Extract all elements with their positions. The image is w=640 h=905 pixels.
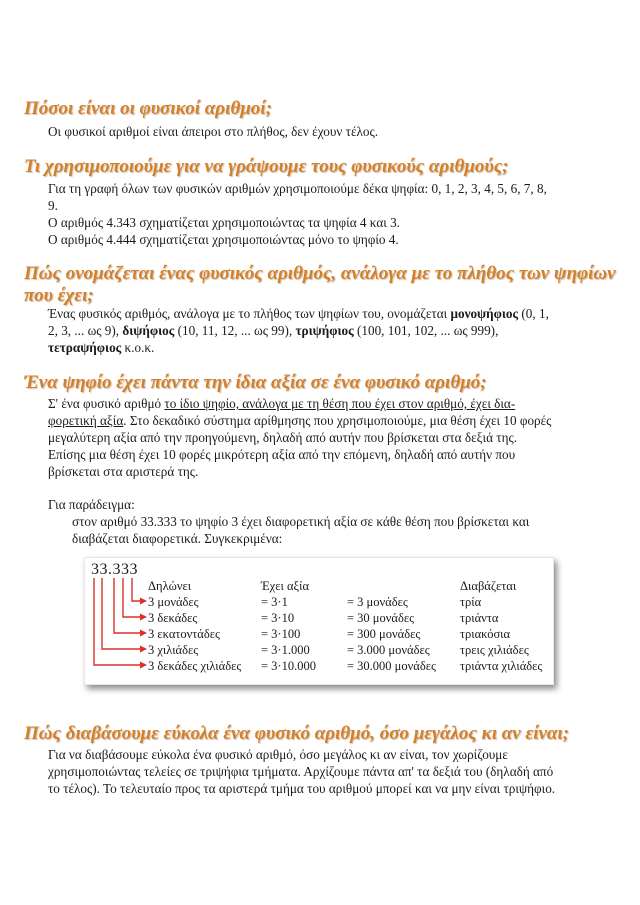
paragraph-digit-value-line-5: βρίσκεται στα αριστερά της.	[48, 464, 199, 479]
line-digits-2: 9.	[48, 198, 58, 213]
heading-reading-large-numbers: Πώς διαβάσουμε εύκολα ένα φυσικό αριθμό, όσο μεγάλος κι αν είναι;	[24, 723, 570, 744]
row-result: = 30.000 μονάδες	[347, 659, 436, 673]
row-value: = 3·10.000	[261, 659, 316, 673]
paragraph-natural-numbers-count: Οι φυσικοί αριθμοί είναι άπειροι στο πλήθος, δεν έχουν τέλος.	[48, 124, 378, 139]
paragraph-reading-line-1: Για να διαβάσουμε εύκολα ένα φυσικό αριθμό, όσο μεγάλος κι αν είναι, τον χωρίζουμε	[48, 747, 508, 762]
row-reads: τρεις χιλιάδες	[460, 643, 529, 657]
example-label: Για παράδειγμα:	[48, 497, 135, 512]
example-line-2: διαβάζεται διαφορετικά. Συγκεκριμένα:	[72, 531, 283, 546]
heading-naming-by-digits-2: που έχει;	[24, 285, 94, 306]
row-declares: 3 μονάδες	[148, 595, 199, 609]
row-declares: 3 δεκάδες	[148, 611, 198, 625]
row-value: = 3·1	[261, 595, 288, 609]
row-result: = 3 μονάδες	[347, 595, 408, 609]
line-digits-1: Για τη γραφή όλων των φυσικών αριθμών χρησιμοποιούμε δέκα ψηφία: 0, 1, 2, 3, 4, 5, 6, 7, 8,	[48, 181, 547, 196]
col-header-declares: Δηλώνει	[148, 579, 192, 593]
heading-natural-numbers-count: Πόσοι είναι οι φυσικοί αριθμοί;	[24, 98, 272, 119]
heading-digit-value: Ένα ψηφίο έχει πάντα την ίδια αξία σε ένα φυσικό αριθμό;	[24, 372, 487, 393]
example-line-1: στον αριθμό 33.333 το ψηφίο 3 έχει διαφορετική αξία σε κάθε θέση που βρίσκεται και	[72, 514, 530, 529]
row-value: = 3·100	[261, 627, 301, 641]
line-digits-3: Ο αριθμός 4.343 σχηματίζεται χρησιμοποιώντας τα ψηφία 4 και 3.	[48, 215, 400, 230]
arrow-units	[132, 578, 143, 601]
line-digits-4: Ο αριθμός 4.444 σχηματίζεται χρησιμοποιώντας μόνο το ψηφίο 4.	[48, 232, 399, 247]
arrow-hundreds	[114, 578, 143, 633]
heading-naming-by-digits-1: Πώς ονομάζεται ένας φυσικός αριθμός, ανάλογα με το πλήθος των ψηφίων	[24, 263, 616, 284]
paragraph-digit-value-line-1: Σ' ένα φυσικό αριθμό το ίδιο ψηφίο, ανάλογα με τη θέση που έχει στον αριθμό, έχει δια-	[48, 396, 516, 411]
row-result: = 3.000 μονάδες	[347, 643, 430, 657]
heading-digits-used: Τι χρησιμοποιούμε για να γράψουμε τους φυσικούς αριθμούς;	[24, 156, 509, 177]
row-reads: τριακόσια	[460, 627, 511, 641]
row-declares: 3 εκατοντάδες	[148, 627, 220, 641]
row-declares: 3 δεκάδες χιλιάδες	[148, 659, 242, 673]
row-result: = 30 μονάδες	[347, 611, 415, 625]
row-result: = 300 μονάδες	[347, 627, 421, 641]
col-header-value: Έχει αξία	[261, 579, 309, 593]
paragraph-naming-line-1: Ένας φυσικός αριθμός, ανάλογα με το πλήθος των ψηφίων του, ονομάζεται μονοψήφιος (0, 1,	[48, 306, 549, 321]
paragraph-digit-value-line-3: μεγαλύτερη αξία από την προηγούμενη, δηλαδή από αυτήν που βρίσκεται στα δεξιά της.	[48, 430, 517, 445]
paragraph-reading-line-2: χρησιμοποιώντας τελείες σε τριψήφια τμήματα. Αρχίζουμε πάντα απ' τα δεξιά του (δηλαδή από	[48, 764, 554, 779]
paragraph-digit-value-line-2: φορετική αξία. Στο δεκαδικό σύστημα αρίθμησης που χρησιμοποιούμε, μια θέση έχει 10 φορές	[48, 413, 552, 428]
place-value-box	[84, 557, 554, 685]
paragraph-naming-line-3: τετραψήφιος κ.ο.κ.	[48, 340, 155, 355]
example-number: 33.333	[91, 561, 138, 578]
row-reads: τρία	[460, 595, 482, 609]
row-value: = 3·10	[261, 611, 295, 625]
row-reads: τριάντα χιλιάδες	[460, 659, 543, 673]
row-value: = 3·1.000	[261, 643, 310, 657]
row-declares: 3 χιλιάδες	[148, 643, 199, 657]
paragraph-naming-line-2: 2, 3, ... ως 9), διψήφιος (10, 11, 12, ... ως 99), τριψήφιος (100, 101, 102, ... ως 999),	[48, 323, 499, 338]
paragraph-reading-line-3: το τέλος). Το τελευταίο προς τα αριστερά τμήμα του αριθμού μπορεί και να μην είναι τριψήφιο.	[48, 781, 556, 796]
col-header-reads: Διαβάζεται	[460, 579, 517, 593]
row-reads: τριάντα	[460, 611, 499, 625]
paragraph-digit-value-line-4: Επίσης μια θέση έχει 10 φορές μικρότερη αξία από την επόμενη, δηλαδή από αυτήν που	[48, 447, 516, 462]
